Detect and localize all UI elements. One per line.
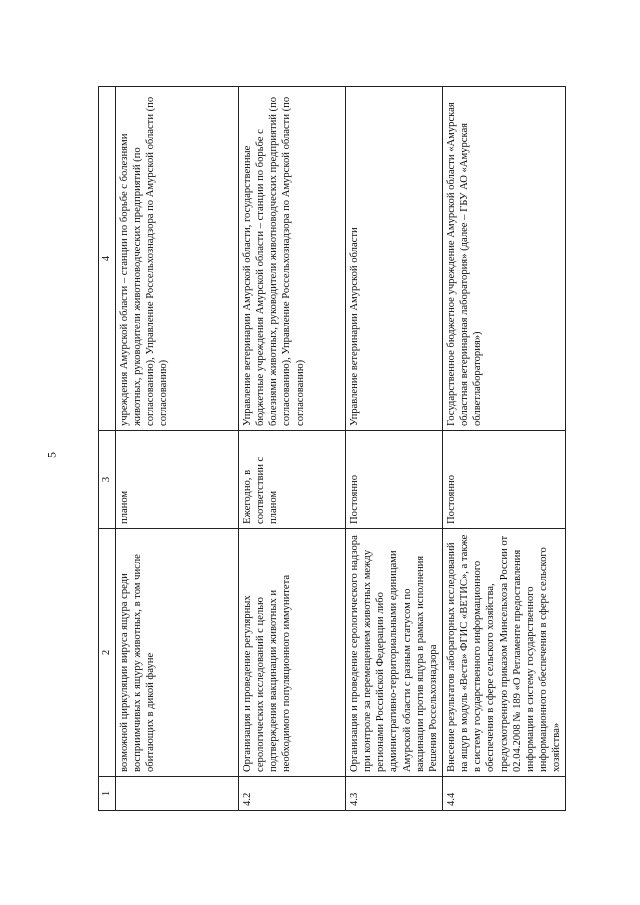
row-number: 4.2	[239, 777, 346, 811]
header-cell-4: 4	[99, 87, 116, 431]
table-row	[443, 87, 566, 811]
row-measure: Внесение результатов лабораторных исследований на ящур в модуль «Веста» ФГИС «ВЕТИС», а также в систему государственного информационного обеспечения в сфере сельского хозяйства, предусмотренную приказом Минсельхоза России от 02.04.2008 № 189 «О Регламенте предоставления информации в систему государственного информационного обеспечения в сфере сельского хозяйства»	[443, 529, 566, 777]
row-number	[116, 777, 239, 811]
table-header-row	[99, 87, 116, 811]
row-responsible: Государственное бюджетное учреждение Амурской области «Амурская областная ветеринарная лаборатория» (далее – ГБУ АО «Амурская облветлаборатория»)	[443, 87, 566, 431]
row-responsible: учреждения Амурской области – станции по борьбе с болезнями животных, руководители животноводческих предприятий (по согласованию), Управление Россельхознадзора по Амурской области (по согласованию)	[116, 87, 239, 431]
page-number: 5	[44, 452, 59, 458]
row-responsible: Управление ветеринарии Амурской области	[346, 87, 443, 431]
header-cell-3: 3	[99, 431, 116, 529]
row-measure: Организация и проведение серологического надзора при контроле за перемещением животных между регионами Российской Федерации либо административно-территориальными единицами Амурской области с разным статусом по вакцинации против ящура в рамках исполнения Решения Россельхознадзора	[346, 529, 443, 777]
row-term: Ежегодно, в соответствии с планом	[239, 431, 346, 529]
row-term: планом	[116, 431, 239, 529]
table-row	[346, 87, 443, 811]
header-cell-2: 2	[99, 529, 116, 777]
row-number: 4.4	[443, 777, 566, 811]
row-term: Постоянно	[346, 431, 443, 529]
table-row	[239, 87, 346, 811]
row-measure: Организация и проведение регулярных серологических исследований с целью подтверждения вакцинации животных и необходимого популяционного иммунитета	[239, 529, 346, 777]
row-measure: возможной циркуляции вируса ящура среди восприимчивых к ящуру животных, в том числе обитающих в дикой фауне	[116, 529, 239, 777]
table-row	[116, 87, 239, 811]
measures-table	[98, 86, 566, 811]
header-cell-1: 1	[99, 777, 116, 811]
row-number: 4.3	[346, 777, 443, 811]
row-responsible: Управление ветеринарии Амурской области, государственные бюджетные учреждения Амурской области – станции по борьбе с болезнями животных, руководители животноводческих предприятий (по согласованию), Управление Россельхознадзора по Амурской области (по согласованию)	[239, 87, 346, 431]
row-term: Постоянно	[443, 431, 566, 529]
